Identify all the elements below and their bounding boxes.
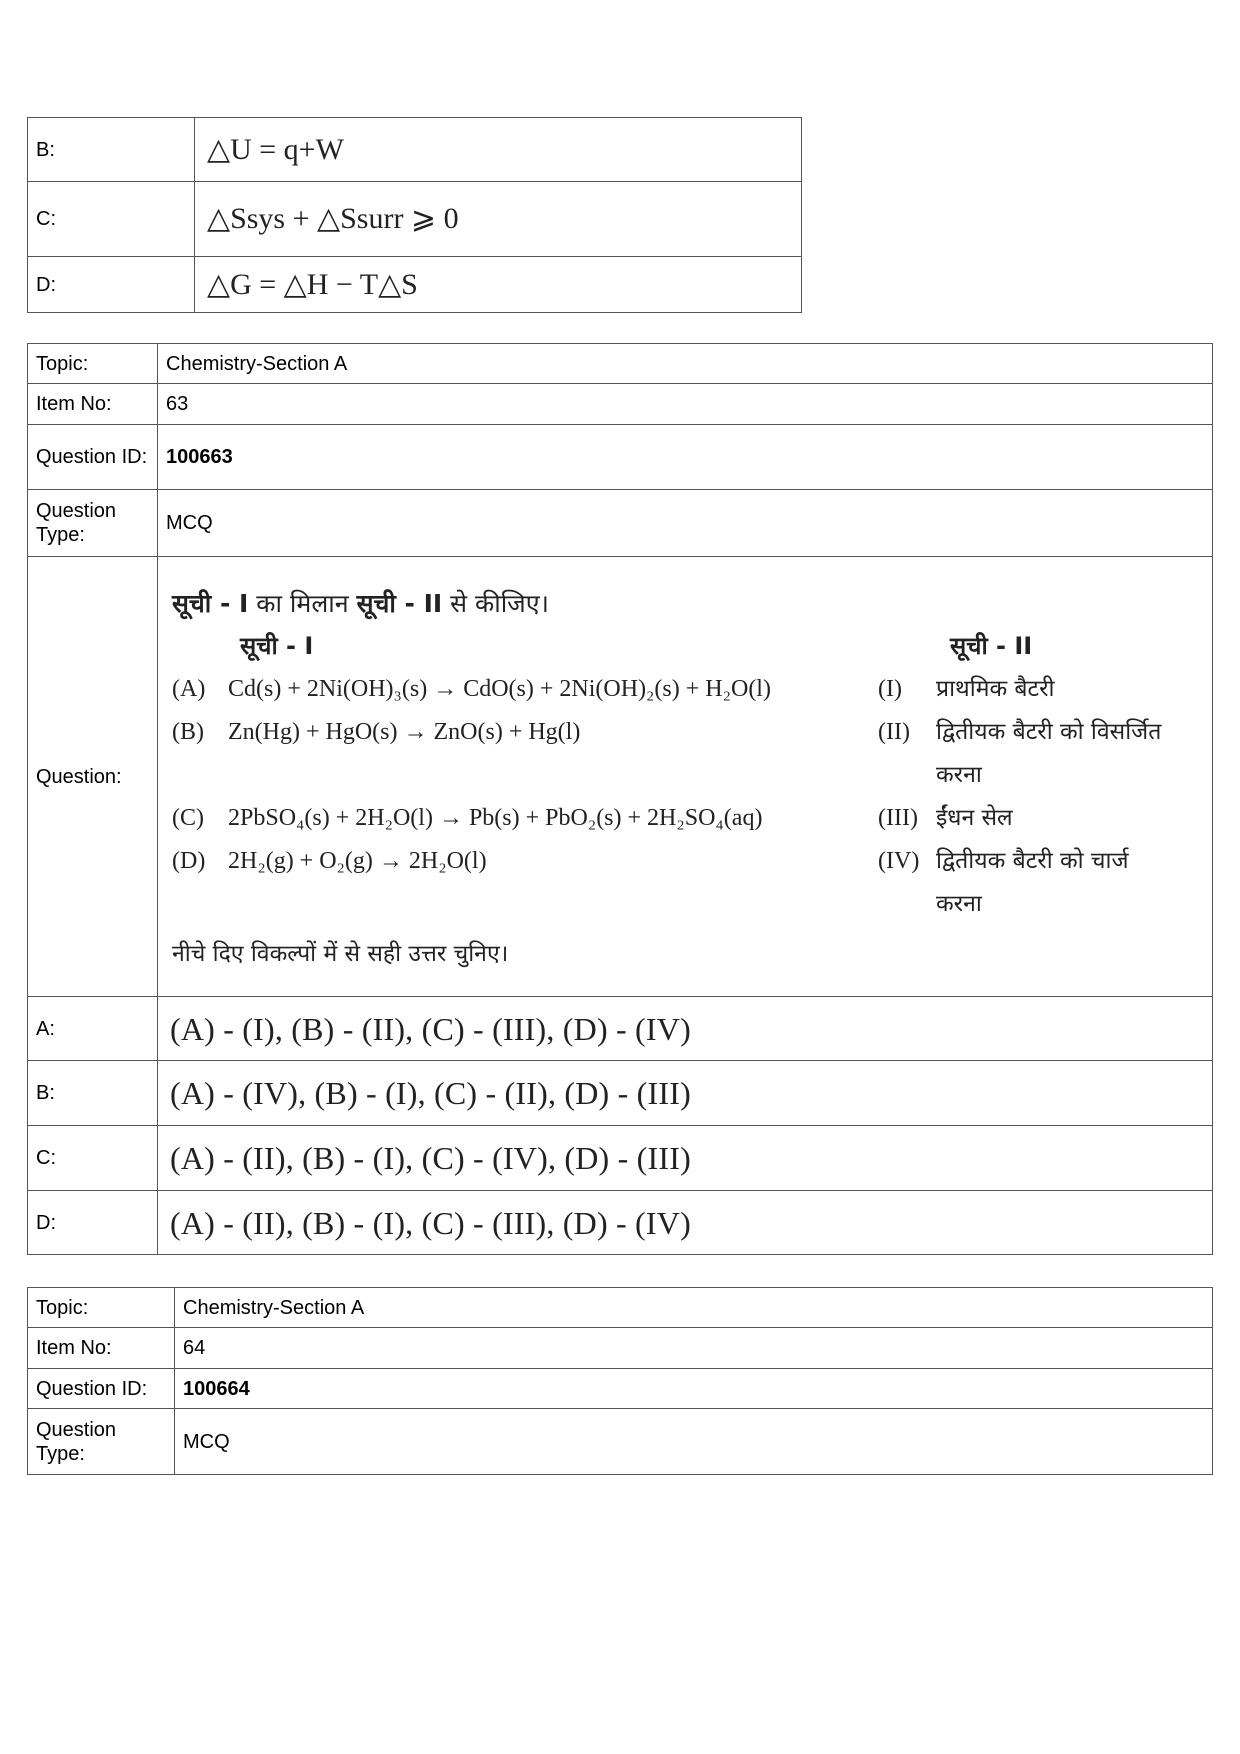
question-63-table [27,343,1213,1255]
question-body [158,557,1213,997]
option-label: B: [28,118,195,182]
question-id-label: Question ID: [28,1369,175,1409]
question-type-label: Question Type: [28,1409,175,1475]
option-row [28,118,802,182]
list1-marker: (A) [172,675,206,702]
question-type-value: MCQ [158,490,1213,557]
answer-option-text: (A) - (II), (B) - (I), (C) - (IV), (D) - (III) [158,1126,1213,1191]
topic-label: Topic: [28,1288,175,1328]
option-formula: △G = △H − T△S [195,257,802,313]
question-id-label: Question ID: [28,425,158,490]
list2-heading: सूची - II [950,631,1033,660]
answer-option-text: (A) - (I), (B) - (II), (C) - (III), (D) - (IV) [158,997,1213,1061]
match-row [172,711,1198,797]
reaction-equation: 2PbSO₄(s) + 2H₂O(l) → Pb(s) + PbO₂(s) + 2H₂SO₄(aq) [228,804,763,831]
question-id-row [28,1369,1213,1409]
description-text: द्वितीयक बैटरी को विसर्जित करना [936,718,1162,788]
answer-option-row [28,1061,1213,1126]
list2-description [936,711,1166,797]
question-type-row [28,1409,1213,1475]
answer-option-label: D: [28,1191,158,1255]
description-text: द्वितीयक बैटरी को चार्ज करना [936,847,1129,917]
formula-text: △Ssys + △Ssurr ⩾ 0 [207,202,459,235]
list1-heading: सूची - I [240,631,314,660]
option-row [28,182,802,257]
question-64-table [27,1287,1213,1475]
item-row [28,384,1213,425]
intro-text-1: का मिलान [248,588,357,618]
instruction-text: नीचे दिए विकल्पों में से सही उत्तर चुनिए। [172,940,509,967]
answer-option-row [28,1126,1213,1191]
question-type-label: Question Type: [28,490,158,557]
match-row [172,668,1198,711]
list2-description [936,668,1166,711]
list2-marker: (III) [878,804,918,831]
item-label: Item No: [28,384,158,425]
question-id-row [28,425,1213,490]
intro-list2: सूची - II [356,588,443,618]
question-id-value: 100663 [158,425,1213,490]
list2-marker: (IV) [878,847,920,874]
intro-text-2: से कीजिए। [442,588,550,618]
list2-marker: (II) [878,718,910,745]
topic-row [28,344,1213,384]
item-row [28,1328,1213,1369]
topic-label: Topic: [28,344,158,384]
question-type-value: MCQ [175,1409,1213,1475]
topic-row [28,1288,1213,1328]
option-row [28,257,802,313]
option-label: C: [28,182,195,257]
question-type-row [28,490,1213,557]
topic-value: Chemistry-Section A [158,344,1213,384]
match-row [172,840,1198,926]
answer-option-row [28,1191,1213,1255]
topic-value: Chemistry-Section A [175,1288,1213,1328]
question-instruction [172,934,1198,974]
prev-options-table [27,117,802,313]
reaction-equation: Cd(s) + 2Ni(OH)₃(s) → CdO(s) + 2Ni(OH)₂(s) + H₂O(l) [228,675,771,702]
match-row [172,797,1198,840]
list2-description [936,797,1166,840]
reaction-equation: 2H₂(g) + O₂(g) → 2H₂O(l) [228,847,487,874]
list-headings [172,624,1198,668]
description-text: ईंधन सेल [936,804,1013,831]
question-id-value: 100664 [175,1369,1213,1409]
option-label: D: [28,257,195,313]
option-formula [195,182,802,257]
list2-marker: (I) [878,675,902,702]
intro-list1: सूची - I [172,588,249,618]
list1-marker: (D) [172,847,206,874]
item-value: 64 [175,1328,1213,1369]
question-intro [172,584,1198,624]
answer-option-label: A: [28,997,158,1061]
reaction-equation: Zn(Hg) + HgO(s) → ZnO(s) + Hg(l) [228,718,581,745]
description-text: प्राथमिक बैटरी [936,675,1055,702]
answer-option-text: (A) - (IV), (B) - (I), (C) - (II), (D) - (III) [158,1061,1213,1126]
list1-marker: (B) [172,718,204,745]
question-row [28,557,1213,997]
answer-option-label: C: [28,1126,158,1191]
answer-option-row [28,997,1213,1061]
item-value: 63 [158,384,1213,425]
list2-description [936,840,1166,926]
question-label: Question: [28,557,158,997]
item-label: Item No: [28,1328,175,1369]
match-the-following [158,574,1212,980]
answer-option-text: (A) - (II), (B) - (I), (C) - (III), (D) - (IV) [158,1191,1213,1255]
option-formula: △U = q+W [195,118,802,182]
list1-marker: (C) [172,804,204,831]
answer-option-label: B: [28,1061,158,1126]
